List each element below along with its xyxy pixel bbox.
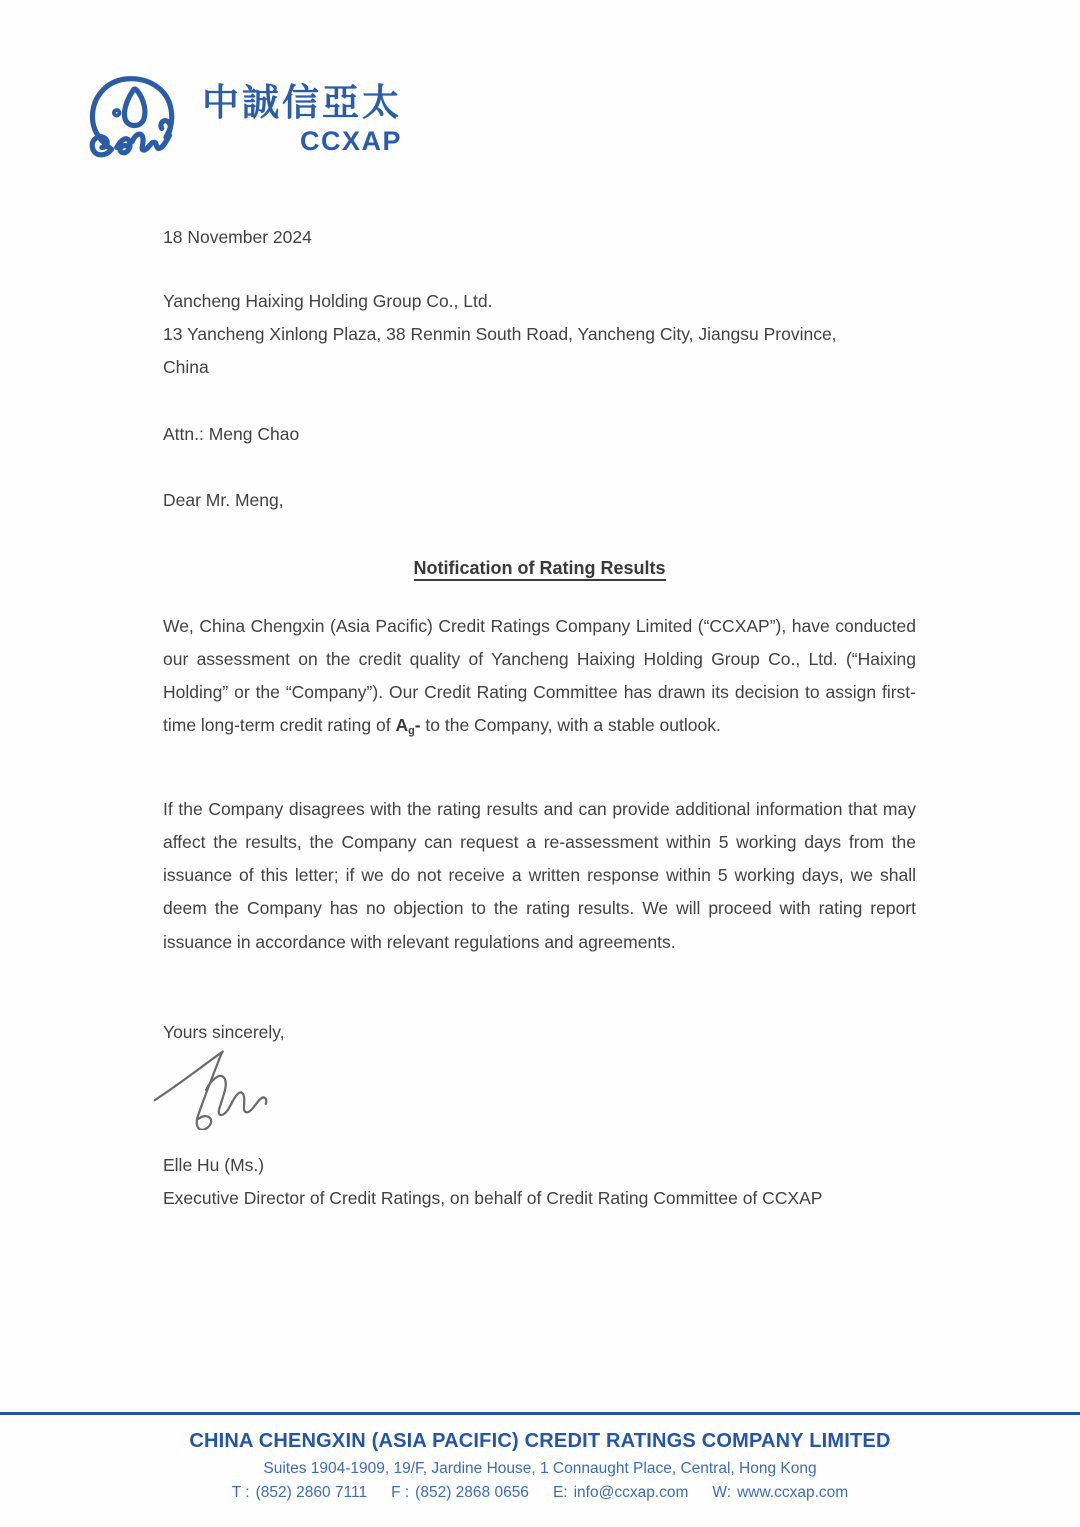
subject-heading bbox=[163, 558, 916, 579]
footer-contact-line bbox=[0, 1484, 1080, 1502]
paragraph-1-lead: We, China Chengxin (Asia Pacific) Credit Ratings Company Limited (“CCXAP”), have conducted our assessment on the credit quality of Yancheng Haixing Holding Group Co., Ltd. (“Haixing Holding” or the “Company”). Our Credit Rating Committee has drawn its decision to assign first-time long-term credit rating of bbox=[163, 615, 916, 736]
email-label: E: bbox=[552, 1484, 568, 1501]
telephone-number: (852) 2860 7111 bbox=[255, 1484, 368, 1501]
website-label: W: bbox=[712, 1484, 732, 1501]
attention-line: Attn.: Meng Chao bbox=[163, 424, 300, 444]
ccxap-elephant-logo-icon bbox=[82, 68, 186, 168]
letter-date: 18 November 2024 bbox=[163, 227, 312, 247]
signer-name: Elle Hu (Ms.) bbox=[163, 1155, 265, 1175]
footer-email bbox=[553, 1484, 688, 1502]
website-url: www.ccxap.com bbox=[737, 1484, 849, 1501]
footer-website bbox=[712, 1484, 848, 1502]
subject-heading-text: Notification of Rating Results bbox=[414, 558, 666, 581]
recipient-address-line: 13 Yancheng Xinlong Plaza, 38 Renmin South Road, Yancheng City, Jiangsu Province, bbox=[163, 324, 837, 344]
ccxap-acronym: CCXAP bbox=[299, 126, 402, 156]
recipient-country: China bbox=[163, 357, 209, 377]
fax-label: F : bbox=[391, 1484, 410, 1501]
closing-line: Yours sincerely, bbox=[163, 1022, 285, 1042]
recipient-company: Yancheng Haixing Holding Group Co., Ltd. bbox=[163, 291, 493, 311]
salutation: Dear Mr. Meng, bbox=[163, 490, 284, 510]
email-address: info@ccxap.com bbox=[573, 1484, 689, 1501]
signature-strokes-icon bbox=[150, 1046, 290, 1130]
handwritten-signature bbox=[150, 1046, 290, 1135]
footer-telephone bbox=[232, 1484, 367, 1502]
ccxap-logo bbox=[82, 68, 402, 168]
recipient-address-block bbox=[163, 285, 933, 384]
credit-rating-value: $A_g-$ bbox=[395, 715, 421, 738]
paragraph-1-tail: to the Company, with a stable outlook. bbox=[420, 715, 721, 736]
ccxap-chinese-name: 中誠信亞太 bbox=[202, 82, 402, 123]
footer-fax bbox=[391, 1484, 529, 1502]
signer-title: Executive Director of Credit Ratings, on behalf of Credit Rating Committee of CCXAP bbox=[163, 1188, 823, 1208]
fax-number: (852) 2868 0656 bbox=[415, 1484, 529, 1501]
credit-rating-subscript: g bbox=[408, 725, 415, 738]
paragraph-rating-decision bbox=[163, 610, 916, 749]
footer-divider-rule bbox=[0, 1412, 1080, 1415]
footer-company-name: CHINA CHENGXIN (ASIA PACIFIC) CREDIT RATINGS COMPANY LIMITED bbox=[189, 1430, 891, 1452]
paragraph-reassessment-terms: If the Company disagrees with the rating results and can provide additional information that may affect the results, the Company can request a re-assessment within 5 working days from the issuance of this letter; if we do not receive a written response within 5 working days, we shall deem the Company has no objection to the rating results. We will proceed with rating report issuance in accordance with relevant regulations and agreements. bbox=[163, 798, 916, 952]
telephone-label: T : bbox=[231, 1484, 250, 1501]
ccxap-logo-text bbox=[202, 84, 402, 155]
footer-office-address: Suites 1904-1909, 19/F, Jardine House, 1 Connaught Place, Central, Hong Kong bbox=[263, 1460, 817, 1477]
